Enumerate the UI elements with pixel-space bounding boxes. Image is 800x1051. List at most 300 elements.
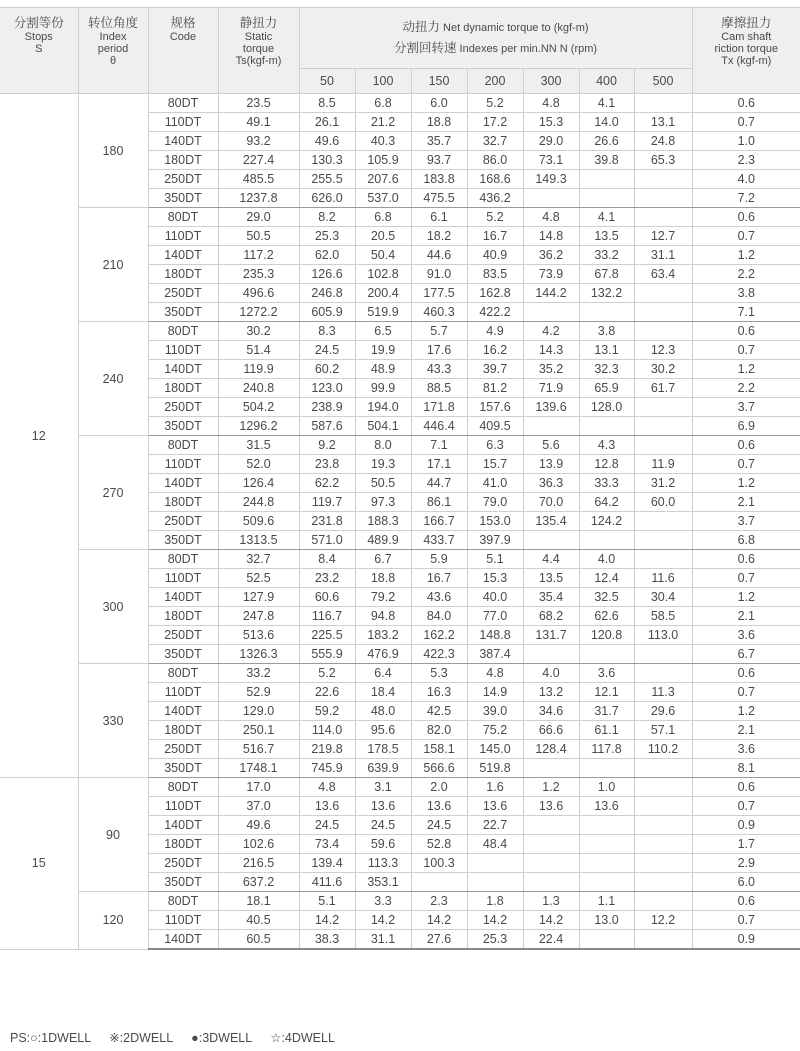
- legend-3dwell: ●:3DWELL: [191, 1031, 253, 1045]
- torque-150-cell: 566.6: [411, 759, 467, 778]
- torque-500-cell: [634, 873, 692, 892]
- torque-400-cell: 128.0: [579, 398, 634, 417]
- friction-torque-cell: 0.6: [692, 436, 800, 455]
- code-cell: 250DT: [148, 284, 218, 303]
- torque-300-cell: 66.6: [523, 721, 579, 740]
- torque-300-cell: [523, 854, 579, 873]
- friction-torque-cell: 1.0: [692, 132, 800, 151]
- torque-200-cell: 1.6: [467, 778, 523, 797]
- code-cell: 350DT: [148, 645, 218, 664]
- friction-torque-cell: 3.7: [692, 398, 800, 417]
- torque-300-cell: 70.0: [523, 493, 579, 512]
- torque-50-cell: 219.8: [299, 740, 355, 759]
- torque-150-cell: 13.6: [411, 797, 467, 816]
- torque-100-cell: 18.8: [355, 569, 411, 588]
- torque-150-cell: 42.5: [411, 702, 467, 721]
- speed-header-cell: 400: [579, 69, 634, 94]
- code-cell: 250DT: [148, 170, 218, 189]
- static-torque-cell: 50.5: [218, 227, 299, 246]
- torque-400-cell: 3.8: [579, 322, 634, 341]
- torque-300-cell: [523, 759, 579, 778]
- torque-300-cell: 68.2: [523, 607, 579, 626]
- torque-150-cell: 24.5: [411, 816, 467, 835]
- torque-50-cell: 26.1: [299, 113, 355, 132]
- torque-100-cell: 8.0: [355, 436, 411, 455]
- torque-50-cell: 60.2: [299, 360, 355, 379]
- torque-400-cell: 4.1: [579, 208, 634, 227]
- period-cell: 90: [78, 778, 148, 892]
- friction-header-en2: riction torque: [714, 43, 779, 55]
- torque-500-cell: 110.2: [634, 740, 692, 759]
- friction-torque-cell: 1.2: [692, 588, 800, 607]
- static-torque-cell: 126.4: [218, 474, 299, 493]
- torque-400-cell: 13.5: [579, 227, 634, 246]
- torque-50-cell: 38.3: [299, 930, 355, 950]
- static-torque-cell: 18.1: [218, 892, 299, 911]
- code-cell: 350DT: [148, 189, 218, 208]
- torque-200-cell: 6.3: [467, 436, 523, 455]
- torque-300-cell: [523, 189, 579, 208]
- torque-150-cell: 6.1: [411, 208, 467, 227]
- torque-500-cell: 13.1: [634, 113, 692, 132]
- torque-100-cell: 476.9: [355, 645, 411, 664]
- friction-torque-cell: 2.3: [692, 151, 800, 170]
- torque-400-cell: 1.0: [579, 778, 634, 797]
- torque-200-cell: 153.0: [467, 512, 523, 531]
- code-cell: 110DT: [148, 569, 218, 588]
- torque-200-cell: 5.2: [467, 94, 523, 113]
- code-cell: 180DT: [148, 379, 218, 398]
- torque-300-cell: 4.8: [523, 94, 579, 113]
- friction-torque-cell: 3.7: [692, 512, 800, 531]
- torque-400-cell: 3.6: [579, 664, 634, 683]
- period-header: [78, 8, 148, 94]
- torque-50-cell: 571.0: [299, 531, 355, 550]
- friction-torque-cell: 4.0: [692, 170, 800, 189]
- friction-torque-cell: 7.1: [692, 303, 800, 322]
- stops-cell: 15: [0, 778, 78, 950]
- stops-cell: 12: [0, 94, 78, 778]
- friction-torque-cell: 0.9: [692, 930, 800, 950]
- torque-400-cell: 67.8: [579, 265, 634, 284]
- torque-200-cell: [467, 854, 523, 873]
- speed-header-cell: 100: [355, 69, 411, 94]
- torque-300-cell: 35.2: [523, 360, 579, 379]
- torque-50-cell: 4.8: [299, 778, 355, 797]
- torque-100-cell: 353.1: [355, 873, 411, 892]
- table-row: [0, 436, 800, 455]
- torque-50-cell: 13.6: [299, 797, 355, 816]
- torque-500-cell: 30.4: [634, 588, 692, 607]
- dynamic-torque-header: [299, 8, 692, 69]
- torque-400-cell: 31.7: [579, 702, 634, 721]
- torque-200-cell: 15.7: [467, 455, 523, 474]
- torque-150-cell: 17.1: [411, 455, 467, 474]
- friction-torque-cell: 0.6: [692, 664, 800, 683]
- torque-400-cell: 132.2: [579, 284, 634, 303]
- torque-400-cell: 120.8: [579, 626, 634, 645]
- torque-100-cell: 489.9: [355, 531, 411, 550]
- torque-500-cell: [634, 645, 692, 664]
- torque-300-cell: 1.3: [523, 892, 579, 911]
- torque-300-cell: 135.4: [523, 512, 579, 531]
- static-torque-cell: 1326.3: [218, 645, 299, 664]
- torque-50-cell: 25.3: [299, 227, 355, 246]
- torque-100-cell: 207.6: [355, 170, 411, 189]
- static-torque-cell: 509.6: [218, 512, 299, 531]
- torque-50-cell: 24.5: [299, 341, 355, 360]
- friction-torque-cell: 6.7: [692, 645, 800, 664]
- torque-100-cell: 50.4: [355, 246, 411, 265]
- torque-200-cell: 162.8: [467, 284, 523, 303]
- static-torque-cell: 250.1: [218, 721, 299, 740]
- torque-100-cell: 59.6: [355, 835, 411, 854]
- torque-500-cell: [634, 892, 692, 911]
- torque-150-cell: 183.8: [411, 170, 467, 189]
- torque-500-cell: 31.1: [634, 246, 692, 265]
- static-torque-cell: 1748.1: [218, 759, 299, 778]
- code-cell: 350DT: [148, 531, 218, 550]
- torque-50-cell: 73.4: [299, 835, 355, 854]
- period-cell: 120: [78, 892, 148, 950]
- torque-200-cell: 14.2: [467, 911, 523, 930]
- code-cell: 110DT: [148, 341, 218, 360]
- torque-400-cell: [579, 759, 634, 778]
- torque-400-cell: [579, 873, 634, 892]
- code-header-zh: 规格: [170, 16, 196, 30]
- torque-150-cell: 422.3: [411, 645, 467, 664]
- stops-header-en: Stops: [24, 31, 53, 43]
- legend-4dwell: ☆:4DWELL: [270, 1031, 335, 1045]
- friction-torque-cell: 0.9: [692, 816, 800, 835]
- torque-500-cell: [634, 835, 692, 854]
- stops-header-zh: 分割等份: [13, 16, 64, 30]
- torque-400-cell: 14.0: [579, 113, 634, 132]
- static-header-zh: 静扭力: [239, 16, 278, 30]
- static-torque-cell: 244.8: [218, 493, 299, 512]
- torque-500-cell: [634, 531, 692, 550]
- torque-500-cell: [634, 759, 692, 778]
- torque-50-cell: 139.4: [299, 854, 355, 873]
- torque-50-cell: 587.6: [299, 417, 355, 436]
- torque-200-cell: 40.9: [467, 246, 523, 265]
- torque-100-cell: 188.3: [355, 512, 411, 531]
- torque-400-cell: 4.0: [579, 550, 634, 569]
- torque-500-cell: [634, 797, 692, 816]
- torque-150-cell: 2.0: [411, 778, 467, 797]
- period-cell: 210: [78, 208, 148, 322]
- code-cell: 140DT: [148, 360, 218, 379]
- torque-300-cell: [523, 835, 579, 854]
- static-torque-cell: 247.8: [218, 607, 299, 626]
- torque-400-cell: [579, 835, 634, 854]
- friction-torque-header: [692, 8, 800, 94]
- code-cell: 80DT: [148, 322, 218, 341]
- friction-torque-cell: 1.7: [692, 835, 800, 854]
- torque-150-cell: 86.1: [411, 493, 467, 512]
- static-torque-cell: 496.6: [218, 284, 299, 303]
- code-cell: 350DT: [148, 759, 218, 778]
- torque-50-cell: 745.9: [299, 759, 355, 778]
- code-cell: 250DT: [148, 398, 218, 417]
- torque-300-cell: 34.6: [523, 702, 579, 721]
- friction-torque-cell: 6.8: [692, 531, 800, 550]
- torque-200-cell: 77.0: [467, 607, 523, 626]
- torque-500-cell: [634, 512, 692, 531]
- torque-100-cell: 200.4: [355, 284, 411, 303]
- torque-500-cell: [634, 550, 692, 569]
- torque-150-cell: 166.7: [411, 512, 467, 531]
- torque-50-cell: 8.5: [299, 94, 355, 113]
- friction-torque-cell: 0.6: [692, 778, 800, 797]
- code-cell: 180DT: [148, 493, 218, 512]
- torque-150-cell: 93.7: [411, 151, 467, 170]
- static-torque-cell: 485.5: [218, 170, 299, 189]
- static-torque-cell: 227.4: [218, 151, 299, 170]
- torque-500-cell: 58.5: [634, 607, 692, 626]
- static-torque-cell: 504.2: [218, 398, 299, 417]
- torque-200-cell: 39.7: [467, 360, 523, 379]
- torque-100-cell: 95.6: [355, 721, 411, 740]
- torque-150-cell: 17.6: [411, 341, 467, 360]
- torque-300-cell: 1.2: [523, 778, 579, 797]
- torque-200-cell: 157.6: [467, 398, 523, 417]
- torque-400-cell: 13.0: [579, 911, 634, 930]
- code-cell: 140DT: [148, 702, 218, 721]
- torque-500-cell: 61.7: [634, 379, 692, 398]
- static-torque-cell: 1296.2: [218, 417, 299, 436]
- torque-500-cell: [634, 170, 692, 189]
- torque-150-cell: 27.6: [411, 930, 467, 950]
- torque-50-cell: 605.9: [299, 303, 355, 322]
- friction-torque-cell: 6.0: [692, 873, 800, 892]
- torque-50-cell: 8.2: [299, 208, 355, 227]
- friction-torque-cell: 2.9: [692, 854, 800, 873]
- torque-spec-table: [0, 7, 800, 950]
- torque-500-cell: [634, 322, 692, 341]
- torque-50-cell: 123.0: [299, 379, 355, 398]
- static-torque-cell: 216.5: [218, 854, 299, 873]
- torque-200-cell: 40.0: [467, 588, 523, 607]
- table-row: [0, 778, 800, 797]
- torque-500-cell: [634, 778, 692, 797]
- torque-400-cell: 12.8: [579, 455, 634, 474]
- torque-150-cell: 43.6: [411, 588, 467, 607]
- speed-header-cell: 150: [411, 69, 467, 94]
- torque-300-cell: 35.4: [523, 588, 579, 607]
- static-torque-cell: 93.2: [218, 132, 299, 151]
- torque-200-cell: 168.6: [467, 170, 523, 189]
- friction-torque-cell: 0.6: [692, 550, 800, 569]
- torque-200-cell: 79.0: [467, 493, 523, 512]
- table-header: [0, 8, 800, 94]
- code-cell: 350DT: [148, 417, 218, 436]
- torque-500-cell: [634, 436, 692, 455]
- period-cell: 300: [78, 550, 148, 664]
- torque-500-cell: 12.7: [634, 227, 692, 246]
- static-torque-cell: 40.5: [218, 911, 299, 930]
- torque-200-cell: 145.0: [467, 740, 523, 759]
- torque-300-cell: 22.4: [523, 930, 579, 950]
- torque-200-cell: 22.7: [467, 816, 523, 835]
- torque-150-cell: 35.7: [411, 132, 467, 151]
- static-torque-cell: 29.0: [218, 208, 299, 227]
- torque-200-cell: 4.8: [467, 664, 523, 683]
- code-cell: 180DT: [148, 265, 218, 284]
- period-header-en1: Index: [99, 31, 127, 43]
- code-cell: 140DT: [148, 588, 218, 607]
- torque-200-cell: 75.2: [467, 721, 523, 740]
- dynamic-header-en: Net dynamic torque to (kgf-m): [443, 22, 589, 34]
- torque-50-cell: 9.2: [299, 436, 355, 455]
- code-cell: 110DT: [148, 455, 218, 474]
- friction-torque-cell: 2.2: [692, 379, 800, 398]
- friction-torque-cell: 3.6: [692, 740, 800, 759]
- torque-150-cell: 7.1: [411, 436, 467, 455]
- torque-400-cell: 62.6: [579, 607, 634, 626]
- torque-100-cell: 105.9: [355, 151, 411, 170]
- torque-200-cell: 148.8: [467, 626, 523, 645]
- torque-50-cell: 555.9: [299, 645, 355, 664]
- table-row: [0, 94, 800, 113]
- torque-100-cell: 48.9: [355, 360, 411, 379]
- code-cell: 80DT: [148, 550, 218, 569]
- torque-500-cell: 11.3: [634, 683, 692, 702]
- torque-500-cell: 65.3: [634, 151, 692, 170]
- torque-50-cell: 225.5: [299, 626, 355, 645]
- torque-300-cell: 4.4: [523, 550, 579, 569]
- table-body: [0, 94, 800, 950]
- friction-torque-cell: 1.2: [692, 702, 800, 721]
- torque-50-cell: 231.8: [299, 512, 355, 531]
- torque-200-cell: [467, 873, 523, 892]
- torque-50-cell: 49.6: [299, 132, 355, 151]
- code-cell: 110DT: [148, 683, 218, 702]
- period-cell: 180: [78, 94, 148, 208]
- friction-header-en1: Cam shaft: [721, 31, 772, 43]
- torque-200-cell: 422.2: [467, 303, 523, 322]
- torque-400-cell: 39.8: [579, 151, 634, 170]
- torque-500-cell: 30.2: [634, 360, 692, 379]
- torque-100-cell: 639.9: [355, 759, 411, 778]
- code-cell: 250DT: [148, 512, 218, 531]
- static-torque-cell: 119.9: [218, 360, 299, 379]
- static-torque-cell: 52.9: [218, 683, 299, 702]
- torque-200-cell: 13.6: [467, 797, 523, 816]
- torque-200-cell: 83.5: [467, 265, 523, 284]
- table-row: [0, 664, 800, 683]
- code-cell: 110DT: [148, 113, 218, 132]
- torque-100-cell: 504.1: [355, 417, 411, 436]
- torque-500-cell: 60.0: [634, 493, 692, 512]
- static-torque-cell: 37.0: [218, 797, 299, 816]
- torque-150-cell: 14.2: [411, 911, 467, 930]
- friction-torque-cell: 3.8: [692, 284, 800, 303]
- code-cell: 180DT: [148, 721, 218, 740]
- torque-500-cell: 31.2: [634, 474, 692, 493]
- torque-300-cell: 14.3: [523, 341, 579, 360]
- torque-300-cell: 149.3: [523, 170, 579, 189]
- static-header-en2: torque: [242, 43, 275, 55]
- torque-100-cell: 113.3: [355, 854, 411, 873]
- torque-500-cell: [634, 94, 692, 113]
- code-cell: 140DT: [148, 132, 218, 151]
- torque-400-cell: 12.1: [579, 683, 634, 702]
- legend-2dwell: ※:2DWELL: [109, 1031, 174, 1045]
- static-torque-cell: 49.6: [218, 816, 299, 835]
- friction-torque-cell: 0.7: [692, 113, 800, 132]
- friction-torque-cell: 1.2: [692, 246, 800, 265]
- static-torque-cell: 52.0: [218, 455, 299, 474]
- torque-400-cell: 61.1: [579, 721, 634, 740]
- torque-50-cell: 119.7: [299, 493, 355, 512]
- torque-150-cell: [411, 873, 467, 892]
- friction-torque-cell: 3.6: [692, 626, 800, 645]
- torque-500-cell: [634, 816, 692, 835]
- torque-400-cell: 32.3: [579, 360, 634, 379]
- code-cell: 250DT: [148, 740, 218, 759]
- torque-200-cell: 5.2: [467, 208, 523, 227]
- torque-100-cell: 97.3: [355, 493, 411, 512]
- static-header-en1: Static: [244, 31, 273, 43]
- torque-300-cell: [523, 645, 579, 664]
- torque-300-cell: [523, 873, 579, 892]
- static-torque-cell: 49.1: [218, 113, 299, 132]
- torque-400-cell: [579, 930, 634, 950]
- torque-400-cell: 65.9: [579, 379, 634, 398]
- static-torque-cell: 31.5: [218, 436, 299, 455]
- torque-500-cell: [634, 189, 692, 208]
- torque-100-cell: 99.9: [355, 379, 411, 398]
- torque-200-cell: 409.5: [467, 417, 523, 436]
- static-torque-cell: 32.7: [218, 550, 299, 569]
- torque-100-cell: 31.1: [355, 930, 411, 950]
- friction-torque-cell: 0.6: [692, 94, 800, 113]
- torque-50-cell: 24.5: [299, 816, 355, 835]
- torque-400-cell: 33.3: [579, 474, 634, 493]
- static-torque-cell: 30.2: [218, 322, 299, 341]
- code-cell: 250DT: [148, 854, 218, 873]
- friction-torque-cell: 2.1: [692, 607, 800, 626]
- friction-torque-cell: 7.2: [692, 189, 800, 208]
- torque-150-cell: 460.3: [411, 303, 467, 322]
- static-torque-cell: 235.3: [218, 265, 299, 284]
- torque-150-cell: 43.3: [411, 360, 467, 379]
- torque-150-cell: 16.3: [411, 683, 467, 702]
- torque-150-cell: 5.3: [411, 664, 467, 683]
- torque-400-cell: 4.1: [579, 94, 634, 113]
- torque-400-cell: 33.2: [579, 246, 634, 265]
- torque-300-cell: 128.4: [523, 740, 579, 759]
- code-cell: 250DT: [148, 626, 218, 645]
- torque-100-cell: 40.3: [355, 132, 411, 151]
- torque-500-cell: 113.0: [634, 626, 692, 645]
- friction-torque-cell: 0.7: [692, 227, 800, 246]
- torque-200-cell: 16.2: [467, 341, 523, 360]
- friction-torque-cell: 8.1: [692, 759, 800, 778]
- torque-200-cell: 39.0: [467, 702, 523, 721]
- torque-150-cell: 433.7: [411, 531, 467, 550]
- friction-torque-cell: 0.7: [692, 683, 800, 702]
- torque-150-cell: 158.1: [411, 740, 467, 759]
- torque-150-cell: 177.5: [411, 284, 467, 303]
- torque-300-cell: [523, 531, 579, 550]
- speed-header-cell: 500: [634, 69, 692, 94]
- torque-100-cell: 183.2: [355, 626, 411, 645]
- torque-300-cell: [523, 417, 579, 436]
- friction-torque-cell: 1.2: [692, 474, 800, 493]
- torque-300-cell: [523, 816, 579, 835]
